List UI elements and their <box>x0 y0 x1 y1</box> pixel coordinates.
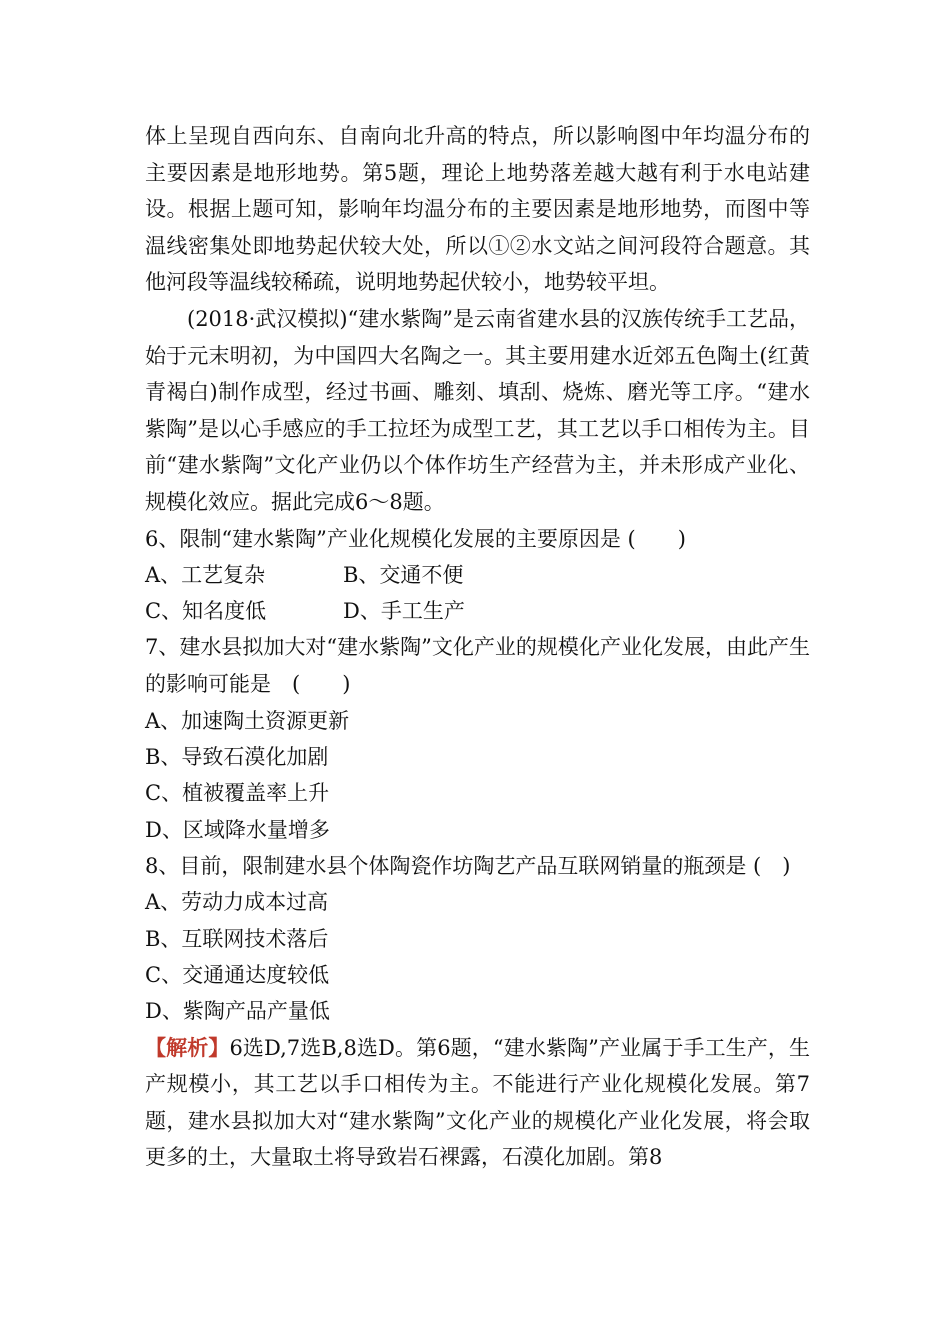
question-6-option-c: C、知名度低 <box>145 599 267 624</box>
question-6-option-b: B、交通不便 <box>343 562 464 587</box>
analysis-paragraph <box>145 1030 810 1176</box>
question-6-stem: 6、限制“建水紫陶”产业化规模化发展的主要原因是 ( ) <box>145 526 686 551</box>
question-7-option-c: C、植被覆盖率上升 <box>145 781 330 806</box>
intro-paragraph: 体上呈现自西向东、自南向北升高的特点，所以影响图中年均温分布的主要因素是地形地势。第5题，理论上地势落差越大越有利于水电站建设。根据上题可知，影响年均温分布的主要因素是地形地势，而图中等温线密集处即地势起伏较大处，所以①②水文站之间河段符合题意。其他河段等温线较稀疏，说明地势起伏较小，地势较平坦。 <box>145 124 810 295</box>
question-7-stem: 7、建水县拟加大对“建水紫陶”文化产业的规模化产业化发展，由此产生的影响可能是 ( ) <box>145 635 810 697</box>
question-6-option-a: A、工艺复杂 <box>145 562 266 587</box>
analysis-text: 6选D,7选B,8选D。第6题，“建水紫陶”产业属于手工生产，生产规模小，其工艺以手口相传为主。不能进行产业化规模化发展。第7题，建水县拟加大对“建水紫陶”文化产业的规模化产业化发展，将会取更多的土，大量取土将导致岩石裸露，石漠化加剧。第8 <box>145 1035 810 1170</box>
question-8-option-c: C、交通通达度较低 <box>145 962 330 987</box>
document-page <box>145 118 810 1176</box>
analysis-tag: 【解析】 <box>145 1034 230 1060</box>
question-7-option-d: D、区域降水量增多 <box>145 817 330 842</box>
question-7-option-a: A、加速陶土资源更新 <box>145 708 350 733</box>
question-6-options-row-1 <box>145 557 810 593</box>
question-6-option-d: D、手工生产 <box>343 599 465 624</box>
question-6 <box>145 521 810 630</box>
question-8-stem: 8、目前，限制建水县个体陶瓷作坊陶艺产品互联网销量的瓶颈是 ( ) <box>145 853 791 878</box>
question-6-options-row-2 <box>145 593 810 629</box>
material-paragraph: (2018·武汉模拟)“建水紫陶”是云南省建水县的汉族传统手工艺品，始于元末明初，为中国四大名陶之一。其主要用建水近郊五色陶土(红黄青褐白)制作成型，经过书画、雕刻、填刮、烧炼、磨光等工序。“建水紫陶”是以心手感应的手工拉坯为成型工艺，其工艺以手口相传为主。目前“建水紫陶”文化产业仍以个体作坊生产经营为主，并未形成产业化、规模化效应。据此完成6～8题。 <box>145 306 810 514</box>
question-8-option-b: B、互联网技术落后 <box>145 926 329 951</box>
question-8 <box>145 848 810 1030</box>
question-8-option-a: A、劳动力成本过高 <box>145 890 329 915</box>
question-8-option-d: D、紫陶产品产量低 <box>145 999 330 1024</box>
question-7 <box>145 629 810 847</box>
question-7-option-b: B、导致石漠化加剧 <box>145 744 329 769</box>
